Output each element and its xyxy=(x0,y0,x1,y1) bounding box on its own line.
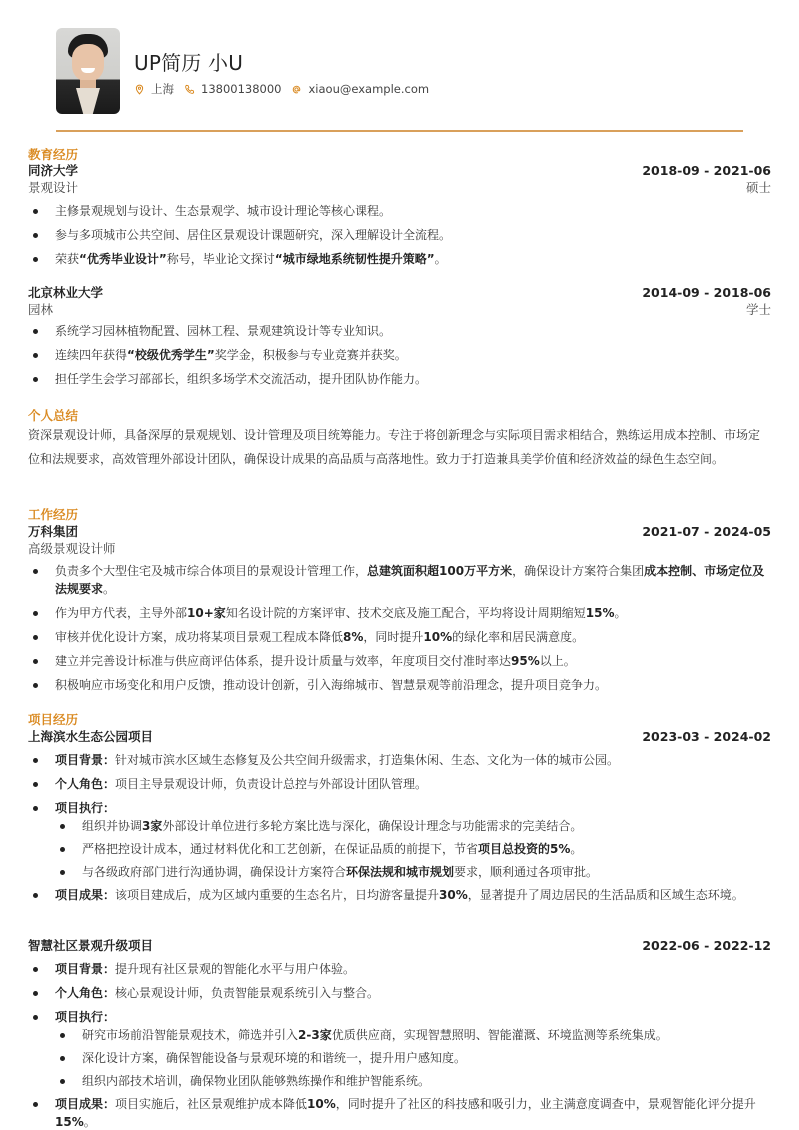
school-name: 同济大学 xyxy=(28,163,79,178)
education-entry-sub xyxy=(28,178,771,196)
list-item: 连续四年获得“校级优秀学生”奖学金，积极参与专业竞赛并获奖。 xyxy=(28,346,771,364)
list-item: 审核并优化设计方案，成功将某项目景观工程成本降低8%，同时提升10%的绿化率和居民满意度。 xyxy=(28,628,771,646)
list-item: 系统学习园林植物配置、园林工程、景观建筑设计等专业知识。 xyxy=(28,322,771,340)
major: 景观设计 xyxy=(28,180,79,195)
list-item: 主修景观规划与设计、生态景观学、城市设计理论等核心课程。 xyxy=(28,202,771,220)
sub-list-item: 严格把控设计成本，通过材料优化和工艺创新，在保证品质的前提下，节省项目总投资的5%。 xyxy=(28,840,771,858)
work-entry-sub xyxy=(28,539,771,557)
project-date: 2023-03 - 2024-02 xyxy=(642,729,771,744)
at-icon xyxy=(291,84,302,95)
education-entry-sub xyxy=(28,300,771,318)
company-name: 万科集团 xyxy=(28,524,79,539)
list-item: 项目执行： xyxy=(28,1008,771,1026)
resume-header xyxy=(28,0,771,130)
list-item: 个人角色：核心景观设计师，负责智能景观系统引入与整合。 xyxy=(28,984,771,1002)
sub-list-item: 研究市场前沿智能景观技术，筛选并引入2-3家优质供应商，实现智慧照明、智能灌溉、环境监测等系统集成。 xyxy=(28,1026,771,1044)
sub-list-item: 深化设计方案，确保智能设备与景观环境的和谐统一，提升用户感知度。 xyxy=(28,1049,771,1067)
contact-location xyxy=(134,81,174,97)
project-name: 智慧社区景观升级项目 xyxy=(28,938,154,953)
work-entry-header xyxy=(28,522,771,540)
list-item: 项目执行： xyxy=(28,799,771,817)
list-item: 负责多个大型住宅及城市综合体项目的景观设计管理工作，总建筑面积超100万平方米，确保设计方案符合集团成本控制、市场定位及法规要求。 xyxy=(28,562,771,598)
degree: 硕士 xyxy=(745,180,771,195)
list-item: 项目成果：项目实施后，社区景观维护成本降低10%，同时提升了社区的科技感和吸引力，业主满意度调查中，景观智能化评分提升15%。 xyxy=(28,1095,771,1130)
section-title-summary: 个人总结 xyxy=(28,408,79,423)
summary-text: 资深景观设计师，具备深厚的景观规划、设计管理及项目统筹能力。专注于将创新理念与实际项目需求相结合，熟练运用成本控制、市场定位和法规要求，高效管理外部设计团队，确保设计成果的高品质与高落地性。致力于打造兼具美学价值和经济效益的绿色生态空间。 xyxy=(28,428,761,466)
education-entry-header xyxy=(28,161,771,179)
education-date: 2014-09 - 2018-06 xyxy=(642,285,771,300)
list-item: 荣获“优秀毕业设计”称号，毕业论文探讨“城市绿地系统韧性提升策略”。 xyxy=(28,250,771,268)
sub-list-item: 与各级政府部门进行沟通协调，确保设计方案符合环保法规和城市规划要求，顺利通过各项审批。 xyxy=(28,863,771,881)
list-item: 作为甲方代表，主导外部10+家知名设计院的方案评审、技术交底及施工配合，平均将设计周期缩短15%。 xyxy=(28,604,771,622)
list-item: 项目成果：该项目建成后，成为区域内重要的生态名片，日均游客量提升30%，显著提升了周边居民的生活品质和区域生态环境。 xyxy=(28,886,771,904)
list-item: 建立并完善设计标准与供应商评估体系，提升设计质量与效率，年度项目交付准时率达95%以上。 xyxy=(28,652,771,670)
contact-info xyxy=(134,81,439,97)
location-text: 上海 xyxy=(151,82,174,96)
avatar-photo xyxy=(56,28,120,114)
list-item: 积极响应市场变化和用户反馈，推动设计创新，引入海绵城市、智慧景观等前沿理念，提升项目竞争力。 xyxy=(28,676,771,694)
header-divider xyxy=(56,130,743,132)
project-entry-header xyxy=(28,727,771,745)
phone-icon xyxy=(184,84,195,95)
list-item: 参与多项城市公共空间、居住区景观设计课题研究，深入理解设计全流程。 xyxy=(28,226,771,244)
section-title-work: 工作经历 xyxy=(28,507,79,522)
education-bullets xyxy=(28,322,771,394)
location-pin-icon xyxy=(134,84,145,95)
project-date: 2022-06 - 2022-12 xyxy=(642,938,771,953)
email-link[interactable]: xiaou@example.com xyxy=(308,82,430,96)
list-item: 担任学生会学习部部长，组织多场学术交流活动，提升团队协作能力。 xyxy=(28,370,771,388)
major: 园林 xyxy=(28,302,54,317)
education-date: 2018-09 - 2021-06 xyxy=(642,163,771,178)
degree: 学士 xyxy=(745,302,771,317)
education-bullets xyxy=(28,202,771,274)
contact-email xyxy=(291,82,429,96)
list-item: 项目背景：提升现有社区景观的智能化水平与用户体验。 xyxy=(28,960,771,978)
education-entry-header xyxy=(28,283,771,301)
job-title: 高级景观设计师 xyxy=(28,541,116,556)
contact-phone xyxy=(184,82,281,96)
work-bullets xyxy=(28,562,771,700)
sub-list-item: 组织并协调3家外部设计单位进行多轮方案比选与深化，确保设计理念与功能需求的完美结合。 xyxy=(28,817,771,835)
sub-list-item: 组织内部技术培训，确保物业团队能够熟练操作和维护智能系统。 xyxy=(28,1072,771,1090)
phone-text[interactable]: 13800138000 xyxy=(201,82,282,96)
project-entry-header xyxy=(28,936,771,954)
work-date: 2021-07 - 2024-05 xyxy=(642,524,771,539)
project-bullets xyxy=(28,751,771,910)
project-bullets xyxy=(28,960,771,1130)
section-title-education: 教育经历 xyxy=(28,147,79,162)
list-item: 个人角色：项目主导景观设计师，负责设计总控与外部设计团队管理。 xyxy=(28,775,771,793)
school-name: 北京林业大学 xyxy=(28,285,104,300)
list-item: 项目背景：针对城市滨水区域生态修复及公共空间升级需求，打造集休闲、生态、文化为一体的城市公园。 xyxy=(28,751,771,769)
candidate-name: UP简历 小U xyxy=(134,51,244,75)
section-title-projects: 项目经历 xyxy=(28,712,79,727)
project-name: 上海滨水生态公园项目 xyxy=(28,729,154,744)
